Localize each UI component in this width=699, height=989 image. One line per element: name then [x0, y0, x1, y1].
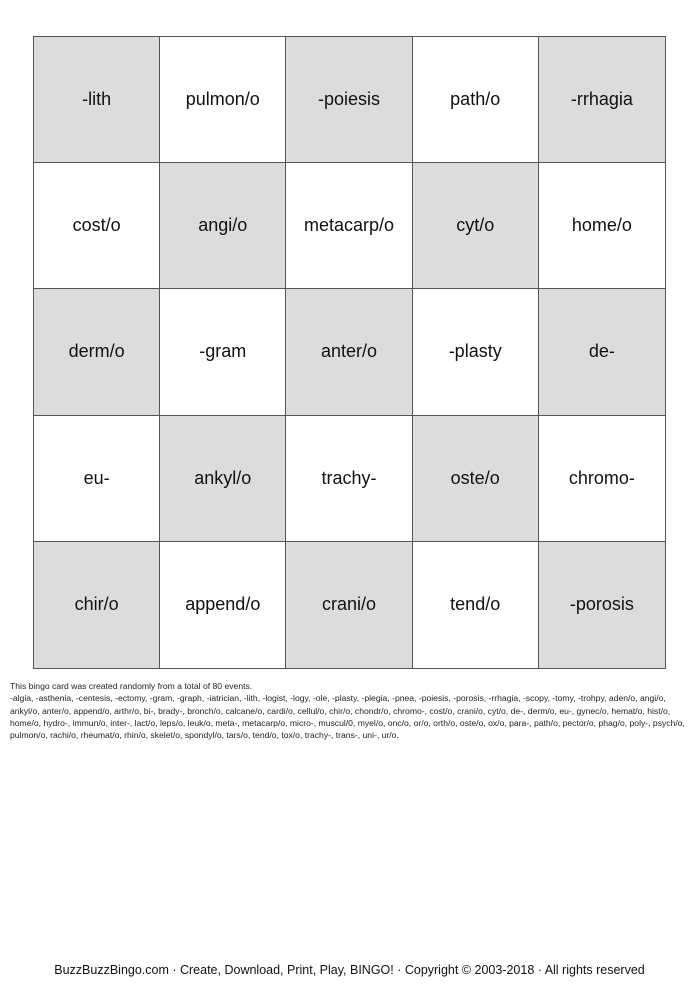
- bingo-cell[interactable]: chromo-: [539, 416, 665, 542]
- bingo-cell[interactable]: de-: [539, 289, 665, 415]
- bingo-cell[interactable]: crani/o: [286, 542, 412, 668]
- bingo-cell[interactable]: pulmon/o: [160, 37, 286, 163]
- bingo-cell[interactable]: -plasty: [413, 289, 539, 415]
- card-info-events-list: -algia, -asthenia, -centesis, -ectomy, -gram, -graph, -iatrician, -lith, -logist, -logy, -ole, -plasty, -plegia, -pnea, -poiesis, -porosis, -rrhagia, -scopy, -tomy, -trohpy, aden/o, angi/o, ankyl/o, anter/o, append/o, arthr/o, bi-, brady-, bronch/o, calcane/o, cardi/o, cellul/o, chir/o, chondr/o, chromo-, cost/o, crani/o, cyt/o, de-, derm/o, eu-, gynec/o, hemat/o, hist/o, home/o, hydro-, immun/o, inter-, lact/o, leps/o, leuk/o, meta-, metacarp/o, micro-, muscul/0, myel/o, onc/o, or/o, orth/o, oste/o, ox/o, para-, path/o, pector/o, phag/o, poly-, psych/o, pulmon/o, rachi/o, rheumat/o, rhin/o, skelet/o, spondyl/o, tars/o, tend/o, tox/o, trachy-, trans-, uni-, ur/o.: [10, 693, 685, 741]
- bingo-cell[interactable]: cost/o: [34, 163, 160, 289]
- bingo-cell[interactable]: chir/o: [34, 542, 160, 668]
- bingo-cell[interactable]: oste/o: [413, 416, 539, 542]
- bingo-cell[interactable]: cyt/o: [413, 163, 539, 289]
- bingo-cell[interactable]: -poiesis: [286, 37, 412, 163]
- bingo-cell[interactable]: path/o: [413, 37, 539, 163]
- bingo-cell[interactable]: anter/o: [286, 289, 412, 415]
- bingo-cell[interactable]: append/o: [160, 542, 286, 668]
- card-info-intro: This bingo card was created randomly from a total of 80 events.: [10, 681, 253, 691]
- bingo-cell[interactable]: home/o: [539, 163, 665, 289]
- card-info: [10, 680, 690, 741]
- bingo-card-grid: [33, 36, 666, 669]
- bingo-cell[interactable]: -lith: [34, 37, 160, 163]
- footer-copyright: BuzzBuzzBingo.com · Create, Download, Print, Play, BINGO! · Copyright © 2003-2018 · All rights reserved: [54, 963, 645, 977]
- bingo-cell[interactable]: tend/o: [413, 542, 539, 668]
- bingo-cell[interactable]: -porosis: [539, 542, 665, 668]
- bingo-cell[interactable]: trachy-: [286, 416, 412, 542]
- bingo-cell[interactable]: -rrhagia: [539, 37, 665, 163]
- bingo-cell[interactable]: -gram: [160, 289, 286, 415]
- bingo-cell[interactable]: eu-: [34, 416, 160, 542]
- bingo-cell[interactable]: derm/o: [34, 289, 160, 415]
- bingo-cell[interactable]: angi/o: [160, 163, 286, 289]
- bingo-cell[interactable]: ankyl/o: [160, 416, 286, 542]
- bingo-cell[interactable]: metacarp/o: [286, 163, 412, 289]
